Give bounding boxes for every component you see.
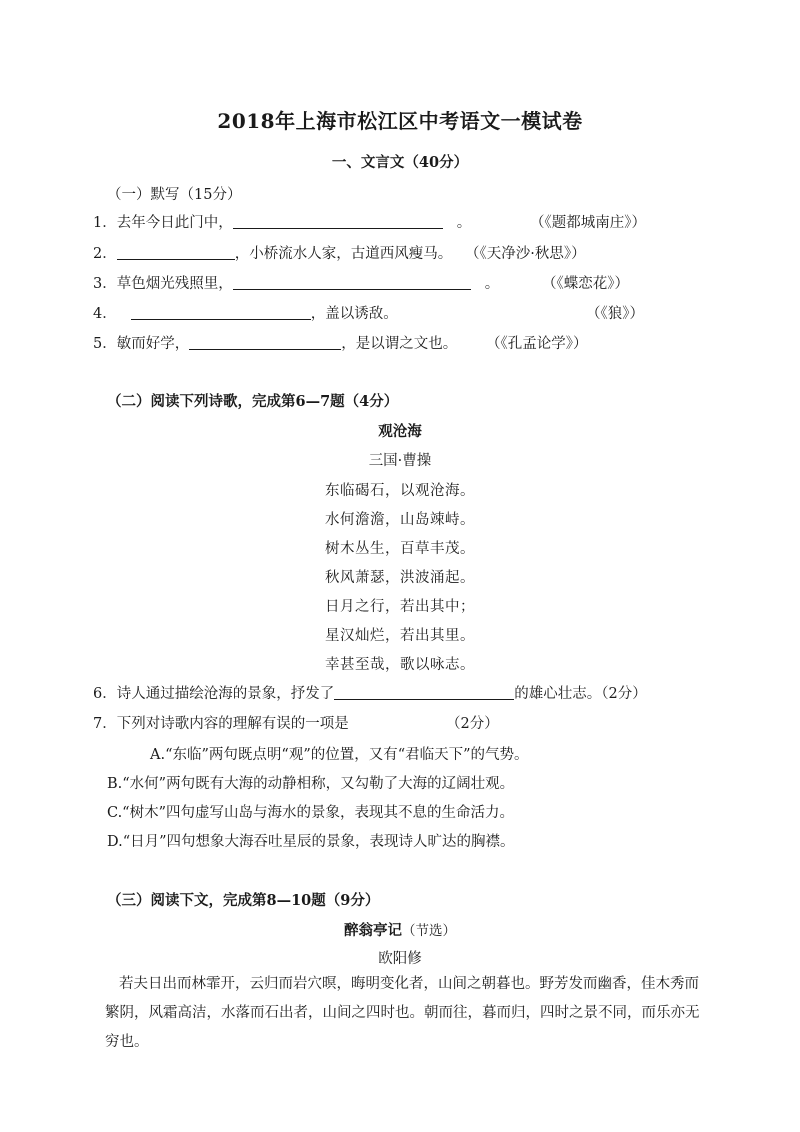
question-text-end: ，是以谓之文也。 (341, 336, 458, 352)
question-4-source: （《狼》） (586, 306, 644, 322)
passage-paragraph: 若夫日出而林霏开，云归而岩穴暝，晦明变化者，山间之朝暮也。野芳发而幽香，佳木秀而繁阴，风霜高洁，水落而石出者，山间之四时也。朝而往，暮而归，四时之景不同，而乐亦无穷也。 (105, 976, 700, 1050)
question-7 (93, 712, 349, 733)
answer-blank[interactable] (189, 335, 341, 350)
question-number: 5． (93, 336, 117, 352)
text-author: 欧阳修 (378, 951, 422, 967)
text-title: 醉翁亭记 (344, 922, 402, 939)
question-7-score: （2分） (446, 716, 499, 732)
poem-line: 幸甚至哉，歌以咏志。 (325, 657, 475, 673)
question-2-source: （《天净沙·秋思》） (472, 246, 586, 262)
poem-author: 三国·曹操 (368, 453, 432, 469)
answer-blank[interactable] (117, 245, 235, 260)
poem-line: 秋风萧瑟，洪波涌起。 (325, 570, 475, 586)
option-b[interactable]: B.“水何”两句既有大海的动静相称，又勾勒了大海的辽阔壮观。 (107, 776, 515, 792)
option-d[interactable]: D.“日月”四句想象大海吞吐星辰的景象，表现诗人旷达的胸襟。 (107, 834, 515, 850)
question-number: 4． (93, 306, 117, 322)
question-text: 草色烟光残照里， (116, 276, 233, 292)
section-heading-classical-chinese: 一、文言文（40分） (331, 154, 469, 171)
poem-line: 树木丛生，百草丰茂。 (325, 541, 475, 557)
answer-blank[interactable] (233, 275, 471, 290)
option-a[interactable]: A.“东临”两句既点明“观”的位置，又有“君临天下”的气势。 (150, 747, 529, 763)
text-title-note: （节选） (402, 923, 456, 939)
part3-heading: （三）阅读下文，完成第8—10题（9分） (107, 892, 380, 909)
question-2 (93, 242, 586, 263)
question-text-end: 的雄心壮志。（2分） (514, 686, 647, 702)
question-5-source: （《孔孟论学》） (493, 336, 588, 352)
poem-line: 星汉灿烂，若出其里。 (325, 628, 475, 644)
question-text: 敏而好学， (116, 336, 190, 352)
question-text: ，小桥流水人家，古道西风瘦马。 (234, 246, 453, 262)
question-1 (93, 211, 471, 232)
question-number: 6． (93, 686, 117, 702)
question-number: 7． (93, 716, 117, 732)
poem-line: 水何澹澹，山岛竦峙。 (325, 512, 475, 528)
question-text: 诗人通过描绘沧海的景象，抒发了 (116, 686, 335, 702)
question-text: 去年今日此门中， (116, 215, 233, 231)
answer-blank[interactable] (334, 685, 514, 700)
answer-blank[interactable] (233, 214, 443, 229)
poem-title: 观沧海 (378, 423, 422, 440)
question-4 (93, 302, 398, 323)
part1-heading: （一）默写（15分） (107, 187, 242, 203)
option-c[interactable]: C.“树木”四句虚写山岛与海水的景象，表现其不息的生命活力。 (107, 805, 515, 821)
question-5 (93, 332, 587, 353)
part2-heading: （二）阅读下列诗歌，完成第6—7题（4分） (107, 393, 399, 410)
question-text: ，盖以诱敌。 (310, 306, 398, 322)
question-number: 1． (93, 215, 117, 231)
answer-blank[interactable] (131, 305, 311, 320)
poem-line: 东临碣石，以观沧海。 (325, 483, 475, 499)
question-3 (93, 272, 499, 293)
question-number: 2． (93, 246, 117, 262)
question-text: 下列对诗歌内容的理解有误的一项是 (116, 716, 349, 732)
question-text-end: 。 (456, 215, 472, 231)
question-1-source: （《题都城南庄》） (530, 215, 646, 231)
question-6 (93, 682, 647, 703)
question-text-end: 。 (484, 276, 500, 292)
document-title: 2018年上海市松江区中考语文一模试卷 (217, 109, 583, 133)
text-title-line (0, 919, 800, 940)
question-number: 3． (93, 276, 117, 292)
question-3-source: （《蝶恋花》） (542, 276, 629, 292)
poem-line: 日月之行，若出其中； (325, 599, 475, 615)
